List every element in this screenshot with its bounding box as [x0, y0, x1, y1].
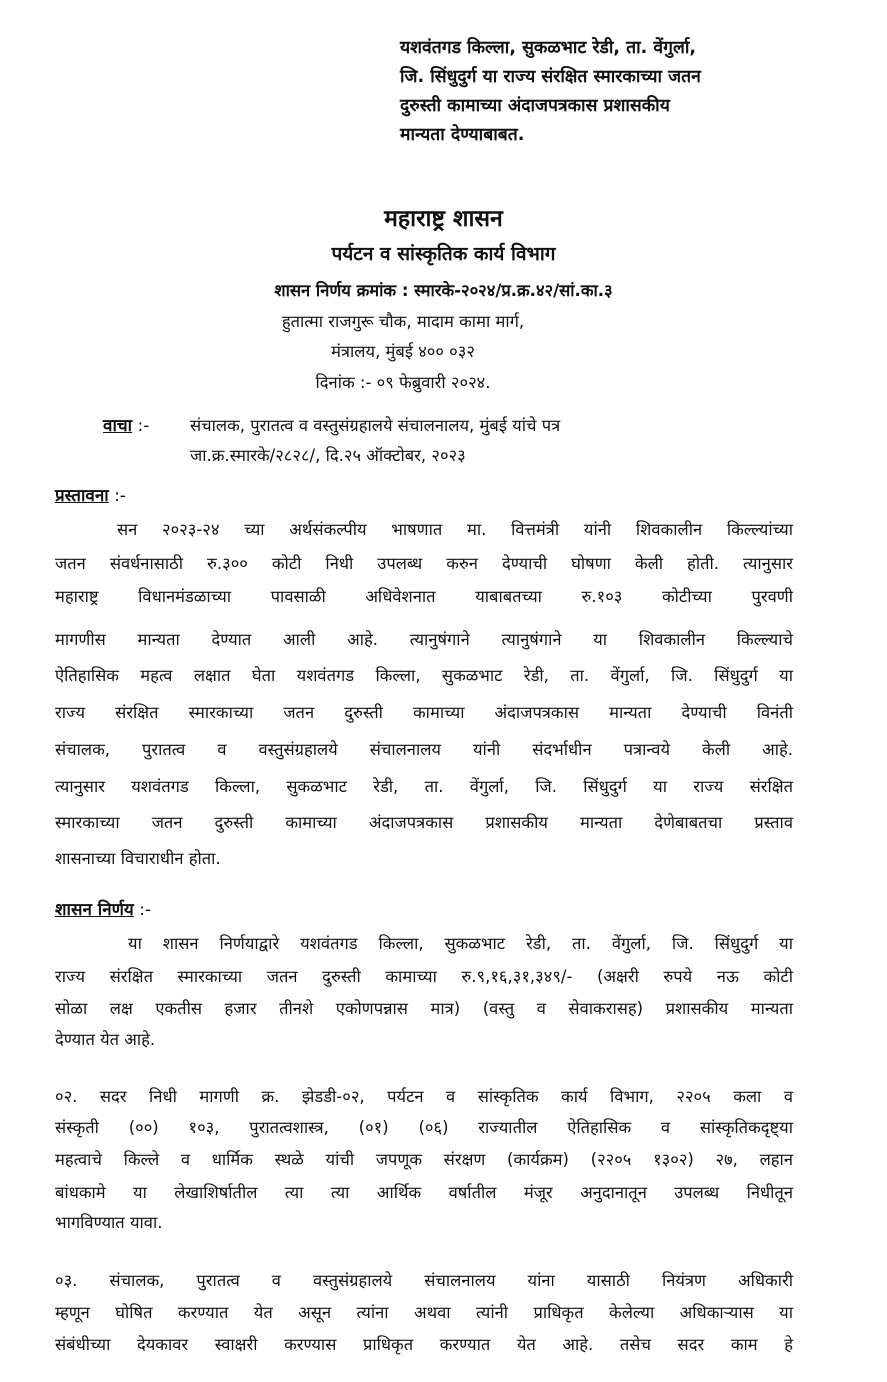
- preamble-line: ऐतिहासिक महत्व लक्षात घेता यशवंतगड किल्ला, सुकळभाट रेडी, ता. वेंगुर्ला, जि. सिंधुदुर्ग या: [55, 666, 793, 685]
- subject-line: मान्यता देण्याबाबत.: [400, 125, 525, 145]
- reference-label: वाचा :-: [103, 416, 150, 436]
- resolution-line: भागविण्यात यावा.: [55, 1213, 163, 1232]
- preamble-line: सन २०२३-२४ च्या अर्थसंकल्पीय भाषणात मा. वित्तमंत्री यांनी शिवकालीन किल्ल्यांच्या: [117, 520, 793, 539]
- resolution-line: सोळा लक्ष एकतीस हजार तीनशे एकोणपन्नास मात्र) (वस्तु व सेवाकरासह) प्रशासकीय मान्यता: [55, 999, 793, 1018]
- resolution-title: शासन निर्णय :-: [55, 900, 152, 920]
- government-title: महाराष्ट्र शासन: [384, 206, 503, 232]
- preamble-line: राज्य संरक्षित स्मारकाच्या जतन दुरुस्ती कामाच्या अंदाजपत्रकास मान्यता देण्याची विनंती: [55, 703, 793, 722]
- resolution-line: संबंधीच्या देयकावर स्वाक्षरी करण्यास प्राधिकृत करण्यात येत आहे. तसेच सदर काम हे: [55, 1335, 793, 1354]
- preamble-line: मागणीस मान्यता देण्यात आली आहे. त्यानुषंगाने त्यानुषंगाने या शिवकालीन किल्ल्याचे: [55, 630, 793, 649]
- preamble-line: महाराष्ट्र विधानमंडळाच्या पावसाळी अधिवेशनात याबाबतच्या रु.१०३ कोटीच्या पुरवणी: [55, 587, 793, 606]
- document-date: दिनांक :- ०९ फेब्रुवारी २०२४.: [315, 373, 491, 392]
- resolution-line: महत्वाचे किल्ले व धार्मिक स्थळे यांची जपणूक संरक्षण (कार्यक्रम) (२२०५ १३०२) २७, लहान: [55, 1150, 793, 1169]
- resolution-line: या शासन निर्णयाद्वारे यशवंतगड किल्ला, सुकळभाट रेडी, ता. वेंगुर्ला, जि. सिंधुदुर्ग या: [128, 934, 793, 953]
- resolution-line: संस्कृती (००) १०३, पुरातत्वशास्त्र, (०१) (०६) राज्यातील ऐतिहासिक व सांस्कृतिकदृष्ट्या: [55, 1118, 793, 1137]
- resolution-line: राज्य संरक्षित स्मारकाच्या जतन दुरुस्ती कामाच्या रु.९,१६,३१,३४९/- (अक्षरी रुपये नऊ कोटी: [55, 967, 793, 986]
- subject-line: जि. सिंधुदुर्ग या राज्य संरक्षित स्मारकाच्या जतन: [400, 67, 701, 87]
- reference-line: जा.क्र.स्मारके/२८२८/, दि.२५ ऑक्टोबर, २०२३: [190, 446, 466, 465]
- resolution-line: देण्यात येत आहे.: [55, 1030, 156, 1049]
- gr-number: शासन निर्णय क्रमांक : स्मारके-२०२४/प्र.क्र.४२/सां.का.३: [274, 281, 613, 300]
- subject-line: दुरुस्ती कामाच्या अंदाजपत्रकास प्रशासकीय: [400, 96, 670, 116]
- reference-line: संचालक, पुरातत्व व वस्तुसंग्रहालये संचालनालय, मुंबई यांचे पत्र: [190, 416, 561, 435]
- preamble-line: जतन संवर्धनासाठी रु.३०० कोटी निधी उपलब्ध करुन देण्याची घोषणा केली होती. त्यानुसार: [55, 554, 793, 573]
- preamble-line: संचालक, पुरातत्व व वस्तुसंग्रहालये संचालनालय यांनी संदर्भाधीन पत्रान्वये केली आहे.: [55, 740, 793, 759]
- resolution-line: ०३. संचालक, पुरातत्व व वस्तुसंग्रहालये संचालनालय यांना यासाठी नियंत्रण अधिकारी: [55, 1271, 793, 1290]
- address-line: मंत्रालय, मुंबई ४०० ०३२: [331, 342, 475, 361]
- preamble-title: प्रस्तावना :-: [55, 486, 126, 506]
- address-line: हुतात्मा राजगुरू चौक, मादाम कामा मार्ग,: [281, 312, 525, 331]
- subject-line: यशवंतगड किल्ला, सुकळभाट रेडी, ता. वेंगुर्ला,: [400, 38, 697, 58]
- preamble-line: स्मारकाच्या जतन दुरुस्ती कामाच्या अंदाजपत्रकास प्रशासकीय मान्यता देणेबाबतचा प्रस्ताव: [55, 813, 793, 832]
- preamble-line: शासनाच्या विचाराधीन होता.: [55, 849, 221, 868]
- preamble-line: त्यानुसार यशवंतगड किल्ला, सुकळभाट रेडी, ता. वेंगुर्ला, जि. सिंधुदुर्ग या राज्य संरक्षित: [55, 777, 793, 796]
- department-title: पर्यटन व सांस्कृतिक कार्य विभाग: [331, 243, 556, 265]
- resolution-line: म्हणून घोषित करण्यात येत असून त्यांना अथवा त्यांनी प्राधिकृत केलेल्या अधिकाऱ्यास या: [55, 1303, 793, 1322]
- resolution-line: ०२. सदर निधी मागणी क्र. झेडडी-०२, पर्यटन व सांस्कृतिक कार्य विभाग, २२०५ कला व: [55, 1087, 793, 1106]
- resolution-line: बांधकामे या लेखाशिर्षातील त्या त्या आर्थिक वर्षातील मंजूर अनुदानातून उपलब्ध निधीतून: [55, 1183, 793, 1202]
- subject-block: [400, 34, 840, 150]
